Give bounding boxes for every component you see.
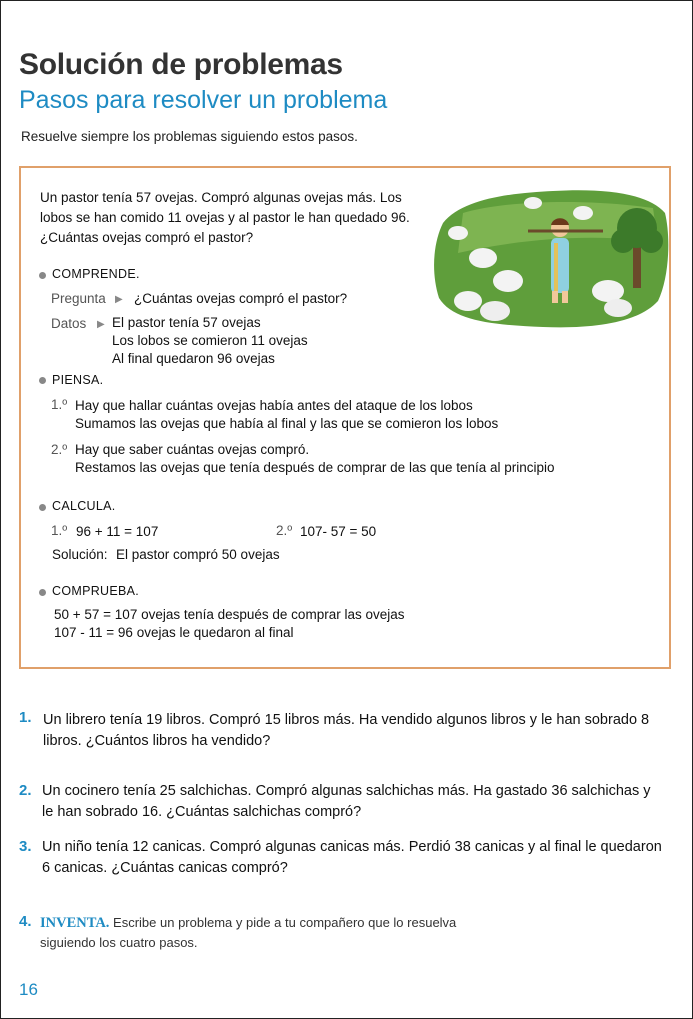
problem-line: le han sobrado 16. ¿Cuántas salchichas compró? [42,804,362,820]
bullet-icon [39,589,46,596]
bullet-icon [39,272,46,279]
intro-text: Resuelve siempre los problemas siguiendo estos pasos. [21,129,358,144]
statement-line: ¿Cuántas ovejas compró el pastor? [40,230,254,245]
step-number: 1.º [51,397,68,412]
problem-number: 2. [19,782,32,799]
shepherd-sheep-illustration [433,183,671,331]
step-line: Hay que saber cuántas ovejas compró. [75,442,310,457]
pregunta-label: Pregunta [51,291,106,306]
solucion-text: El pastor compró 50 ovejas [116,547,280,562]
datos-label: Datos [51,316,87,331]
op-number: 2.º [276,523,293,538]
dato-line: El pastor tenía 57 ovejas [112,315,261,330]
statement-line: Un pastor tenía 57 ovejas. Compró algunas ovejas más. Los [40,190,402,205]
invent-line: Escribe un problema y pide a tu compañero que lo resuelva [109,915,457,930]
dato-line: Al final quedaron 96 ovejas [112,351,275,366]
step-line: Hay que hallar cuántas ovejas había antes del ataque de los lobos [75,398,473,413]
step-number: 2.º [51,442,68,457]
problem-number: 1. [19,709,32,726]
invent-label: INVENTA. [40,915,110,931]
problem-line: Un niño tenía 12 canicas. Compró algunas canicas más. Perdió 38 canicas y al final le quedaron [42,839,662,855]
pregunta-text: ¿Cuántas ovejas compró el pastor? [134,291,348,306]
dato-line: Los lobos se comieron 11 ovejas [112,333,308,348]
piensa-heading: PIENSA. [52,373,104,387]
invent-text [40,913,456,952]
op-number: 1.º [51,523,68,538]
comprueba-heading: COMPRUEBA. [52,584,140,598]
bullet-icon [39,504,46,511]
page-subtitle: Pasos para resolver un problema [19,86,388,114]
solucion-label: Solución: [52,547,108,562]
comprende-heading: COMPRENDE. [52,267,140,281]
problem-number: 4. [19,913,32,930]
arrow-right-icon: ▶ [97,319,105,330]
calcula-heading: CALCULA. [52,499,116,513]
operation-1: 96 + 11 = 107 [76,524,159,539]
problem-line: Un librero tenía 19 libros. Compró 15 libros más. Ha vendido algunos libros y le han sobrado 8 [43,712,650,728]
step-line: Sumamos las ovejas que había al final y las que se comieron los lobos [75,416,499,431]
invent-line: siguiendo los cuatro pasos. [40,935,198,950]
arrow-right-icon: ▶ [115,294,123,305]
problem-text [43,710,649,752]
operation-2: 107- 57 = 50 [300,524,377,539]
bullet-icon [39,377,46,384]
problem-number: 3. [19,838,32,855]
page-number: 16 [19,980,38,999]
step-line: Restamos las ovejas que tenía después de comprar de las que tenía al principio [75,460,555,475]
statement-line: lobos se han comido 11 ovejas y al pastor le han quedado 96. [40,210,410,225]
problem-line: 6 canicas. ¿Cuántas canicas compró? [42,860,288,876]
comprueba-line: 50 + 57 = 107 ovejas tenía después de comprar las ovejas [54,607,405,622]
comprueba-line: 107 - 11 = 96 ovejas le quedaron al final [54,625,294,640]
problem-line: Un cocinero tenía 25 salchichas. Compró algunas salchichas más. Ha gastado 36 salchichas y [42,783,651,799]
page-title: Solución de problemas [19,48,343,81]
problem-text [42,837,662,879]
problem-line: libros. ¿Cuántos libros ha vendido? [43,733,271,749]
problem-text [42,781,651,823]
